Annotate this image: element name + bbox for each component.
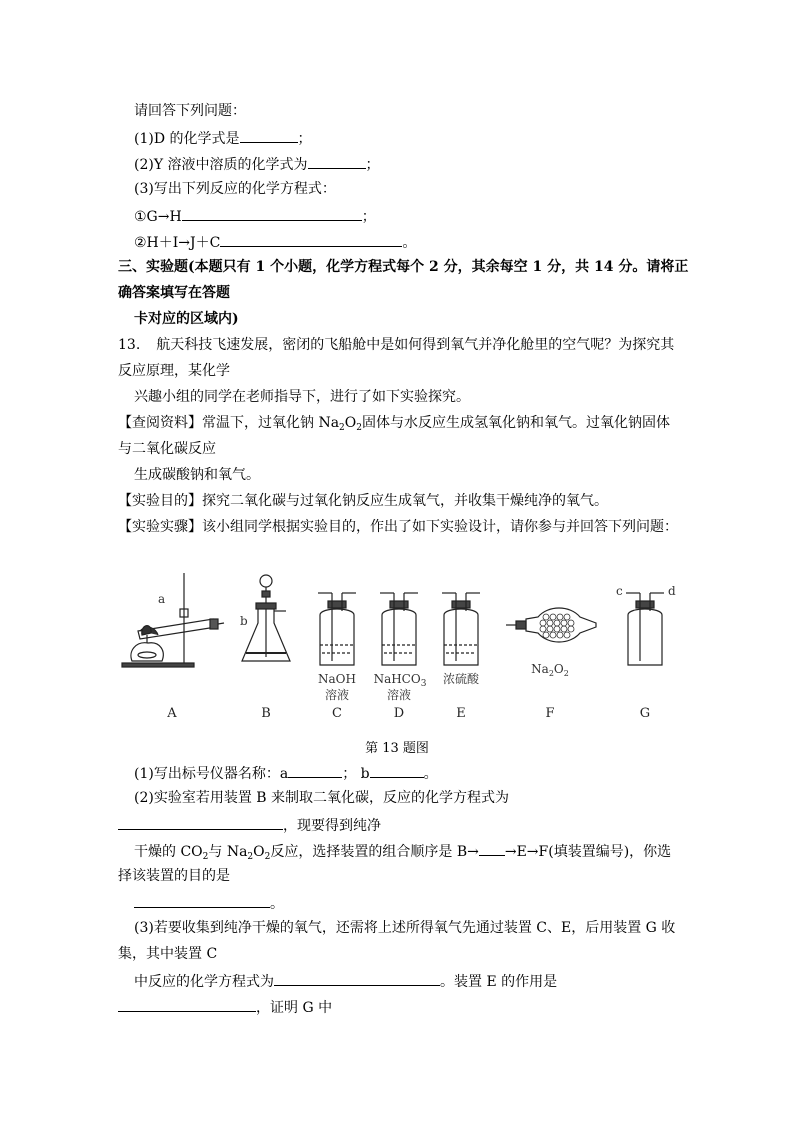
apparatus-d bbox=[380, 593, 418, 665]
d-reagent: NaHCO$_3$ bbox=[373, 672, 427, 689]
answer-blank[interactable] bbox=[479, 840, 505, 856]
apparatus-b bbox=[242, 575, 290, 661]
p2-line4: 择该装置的目的是 bbox=[118, 868, 230, 884]
answer-blank[interactable] bbox=[274, 970, 440, 986]
section-heading-line3: 卡对应的区域内) bbox=[134, 311, 239, 327]
answer-blank[interactable] bbox=[182, 205, 362, 221]
e-reagent: 浓硫酸 bbox=[442, 672, 480, 686]
steps-tag: 【实验实骤】 bbox=[118, 519, 202, 535]
c-reagent-solution: 溶液 bbox=[324, 688, 350, 702]
apparatus-e bbox=[442, 593, 480, 665]
question-3: (3)写出下列反应的化学方程式： bbox=[134, 181, 336, 197]
figure-caption: 第 13 题图 bbox=[365, 741, 429, 756]
p3-line2: 集，其中装置 C bbox=[118, 946, 218, 962]
section-heading-line1: 三、实验题(本题只有 1 个小题，化学方程式每个 2 分，其余每空 1 分，共 14 分。请将正 bbox=[118, 259, 689, 275]
p2-line3: 干燥的 $CO_2$与 $Na_2O_2$反应，选择装置的组合顺序是 B→ →E→F(填装置编号)，你选 bbox=[134, 840, 671, 860]
apparatus-c bbox=[318, 593, 356, 665]
p2-line1: (2)实验室若用装置 B 来制取二氧化碳，反应的化学方程式为 bbox=[134, 790, 510, 806]
intro-text: 请回答下列问题： bbox=[134, 103, 246, 119]
label-b: B bbox=[261, 706, 271, 721]
answer-blank[interactable] bbox=[118, 814, 283, 830]
label-a: A bbox=[167, 706, 177, 721]
answer-blank[interactable] bbox=[220, 231, 402, 247]
q13-line2: 反应原理，某化学 bbox=[118, 363, 230, 379]
apparatus-g bbox=[626, 593, 664, 665]
question-3b: ②H＋I→J＋C 。 bbox=[134, 231, 416, 251]
apparatus-figure bbox=[118, 565, 698, 730]
info-tag: 【查阅资料】 bbox=[118, 415, 202, 431]
question-3a: ①G→H ； bbox=[134, 205, 376, 225]
p3-line4: ，证明 G 中 bbox=[118, 996, 332, 1016]
question-1: (1)D 的化学式是 ； bbox=[134, 127, 312, 147]
label-e: E bbox=[456, 706, 466, 721]
purpose-line: 【实验目的】探究二氧化碳与过氧化钠反应生成氧气，并收集干燥纯净的氧气。 bbox=[118, 493, 608, 509]
mark-a: a bbox=[158, 592, 166, 606]
answer-blank[interactable] bbox=[370, 762, 424, 778]
answer-blank[interactable] bbox=[288, 762, 342, 778]
info-line1: 【查阅资料】常温下，过氧化钠 $Na_2O_2$固体与水反应生成氢氧化钠和氧气。过氧化钠固体 bbox=[118, 415, 670, 433]
label-g: G bbox=[639, 706, 651, 721]
label-f: F bbox=[545, 706, 555, 721]
apparatus-f bbox=[506, 608, 596, 642]
label-d: D bbox=[393, 706, 405, 721]
p3-line1: (3)若要收集到纯净干燥的氧气，还需将上述所得氧气先通过装置 C、E，后用装置 G 收 bbox=[134, 920, 676, 936]
answer-blank[interactable] bbox=[308, 153, 366, 169]
info-line2: 与二氧化碳反应 bbox=[118, 441, 216, 457]
answer-blank[interactable] bbox=[118, 996, 256, 1012]
c-reagent: NaOH bbox=[318, 672, 356, 686]
mark-c: c bbox=[616, 584, 623, 598]
question-2: (2)Y 溶液中溶质的化学式为 ； bbox=[134, 153, 380, 173]
info-line3: 生成碳酸钠和氧气。 bbox=[134, 467, 260, 483]
steps-line: 【实验实骤】该小组同学根据实验目的，作出了如下实验设计，请你参与并回答下列问题： bbox=[118, 519, 678, 535]
mark-d: d bbox=[668, 584, 676, 598]
p2-line2: ，现要得到纯净 bbox=[118, 814, 381, 834]
d-reagent-solution: 溶液 bbox=[386, 688, 412, 702]
answer-blank[interactable] bbox=[134, 892, 270, 908]
label-c: C bbox=[332, 706, 342, 721]
apparatus-a bbox=[122, 573, 224, 667]
purpose-tag: 【实验目的】 bbox=[118, 493, 202, 509]
question-number: 13. bbox=[118, 337, 141, 353]
p2-line5: 。 bbox=[134, 892, 284, 912]
p3-line3: 中反应的化学方程式为 。装置 E 的作用是 bbox=[134, 970, 557, 990]
f-reagent: $Na_2O_2$ bbox=[531, 662, 569, 678]
section-heading-line2: 确答案填写在答题 bbox=[118, 285, 230, 301]
answer-blank[interactable] bbox=[240, 127, 298, 143]
q13-line3: 兴趣小组的同学在老师指导下，进行了如下实验探究。 bbox=[134, 389, 470, 405]
q13-line1: 13. 航天科技飞速发展，密闭的飞船舱中是如何得到氧气并净化舱里的空气呢？为探究其 bbox=[118, 337, 675, 353]
mark-b: b bbox=[240, 614, 248, 628]
p1-line: (1)写出标号仪器名称：a ； b 。 bbox=[134, 762, 438, 782]
